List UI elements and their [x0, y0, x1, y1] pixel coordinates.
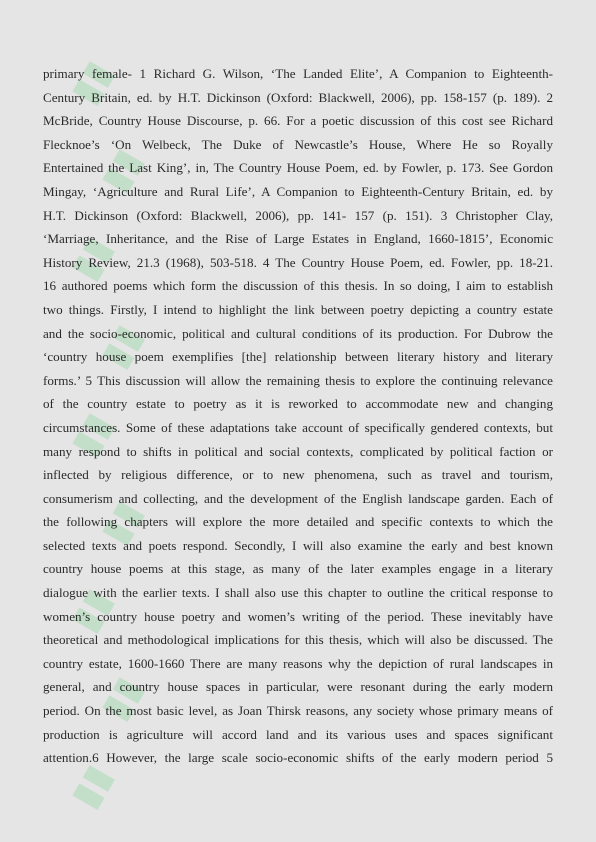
text-line: Entertained the Last King’, in, The Country House Poem, ed. by Fowler, p. 173. See Gordon: [43, 160, 553, 176]
text-line: women’s country house poetry and women’s writing of the period. These inevitably have: [43, 608, 553, 624]
text-line: two things. Firstly, I intend to highlight the link between poetry depicting a country estate: [43, 301, 553, 317]
text-line: the following chapters will explore the more detailed and specific contexts to which the: [43, 514, 553, 530]
text-line: ‘country house poem exemplifies [the] relationship between literary history and literary: [43, 349, 553, 365]
text-line: country estate, 1600-1660 There are many reasons why the depiction of rural landscapes in: [43, 655, 553, 671]
text-line: Century Britain, ed. by H.T. Dickinson (Oxford: Blackwell, 2006), pp. 158-157 (p. 189). 2: [43, 89, 553, 105]
watermark-glyph: ▮▮: [91, 316, 151, 376]
watermark-glyph: ▮▮: [61, 404, 121, 464]
text-line: attention.6 However, the large scale socio-economic shifts of the early modern period 5: [43, 750, 553, 766]
text-line: many respond to shifts in political and social contexts, complicated by political faction or: [43, 443, 553, 459]
text-line: forms.’ 5 This discussion will allow the remaining thesis to explore the continuing relevance: [43, 372, 553, 388]
text-line: production is agriculture will accord land and its various uses and spaces significant: [43, 726, 553, 742]
text-line: selected texts and poets respond. Secondly, I will also examine the early and best known: [43, 537, 553, 553]
watermark-glyph: ▮▮: [61, 52, 121, 112]
text-line: 16 authored poems which form the discussion of this thesis. In so doing, I aim to establish: [43, 278, 553, 294]
text-line: general, and country house spaces in particular, were resonant during the early modern: [43, 679, 553, 695]
text-line: and the socio-economic, political and cultural conditions of its production. For Dubrow the: [43, 325, 553, 341]
text-line: period. On the most basic level, as Joan Thirsk reasons, any society whose primary means of: [43, 703, 553, 719]
text-line: ‘Marriage, Inheritance, and the Rise of Large Estates in England, 1660-1815’, Economic: [43, 231, 553, 247]
text-line: H.T. Dickinson (Oxford: Blackwell, 2006), pp. 141- 157 (p. 151). 3 Christopher Clay,: [43, 207, 553, 223]
text-line: consumerism and collecting, and the development of the English landscape garden. Each of: [43, 490, 553, 506]
body-text: [43, 62, 553, 770]
text-line: theoretical and methodological implications for this thesis, which will also be discussed. The: [43, 632, 553, 648]
text-line: inflected by religious difference, or to new phenomena, such as travel and tourism,: [43, 467, 553, 483]
watermark-glyph: ▮▮: [91, 492, 151, 552]
text-line: country house poems at this stage, as many of the later examples engage in a literary: [43, 561, 553, 577]
watermark-glyph: ▮▮: [61, 580, 121, 640]
text-line: McBride, Country House Discourse, p. 66. For a poetic discussion of this cost see Richard: [43, 113, 553, 129]
watermark-glyph: ▮▮: [91, 668, 151, 728]
watermark-glyph: ▮▮: [61, 228, 121, 288]
text-line: Mingay, ‘Agriculture and Rural Life’, A Companion to Eighteenth-Century Britain, ed. by: [43, 183, 553, 199]
text-line: Flecknoe’s ‘On Welbeck, The Duke of Newcastle’s House, Where He so Royally: [43, 136, 553, 152]
watermark-glyph: ▮▮: [91, 140, 151, 200]
text-line: circumstances. Some of these adaptations take account of specifically gendered contexts, but: [43, 419, 553, 435]
text-line: History Review, 21.3 (1968), 503-518. 4 The Country House Poem, ed. Fowler, pp. 18-21.: [43, 254, 553, 270]
text-line: of the country estate to poetry as it is reworked to accommodate new and changing: [43, 396, 553, 412]
text-line: dialogue with the earlier texts. I shall also use this chapter to outline the critical response to: [43, 585, 553, 601]
watermark-glyph: ▮▮: [61, 756, 121, 816]
text-line: primary female- 1 Richard G. Wilson, ‘The Landed Elite’, A Companion to Eighteenth-: [43, 66, 553, 81]
